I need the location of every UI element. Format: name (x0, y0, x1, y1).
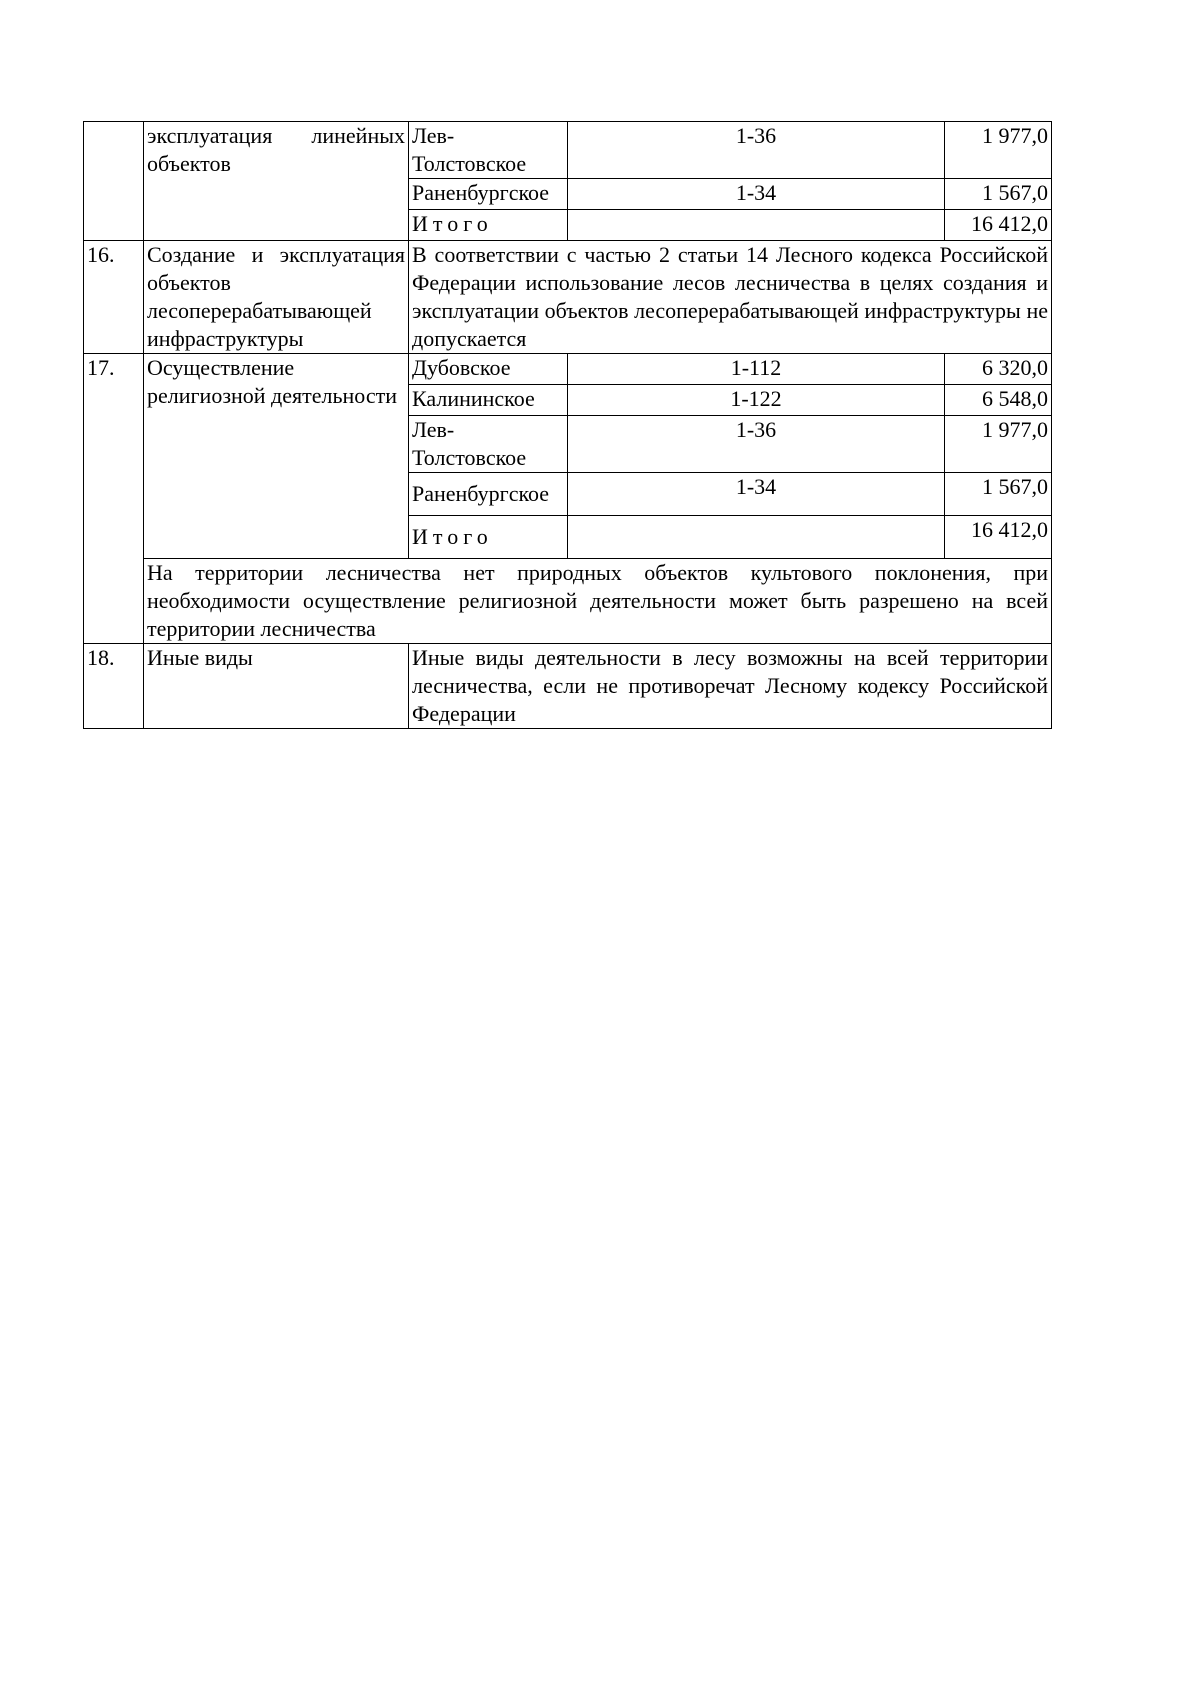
total-label-cell: Итого (409, 516, 568, 559)
use-type-cell: Осуществление религиозной деятельности (144, 354, 409, 559)
row-number-cell: 17. (84, 354, 144, 644)
table-row (84, 644, 1052, 729)
total-area-cell: 16 412,0 (945, 516, 1052, 559)
area-cell: 1 567,0 (945, 473, 1052, 516)
area-cell: 6 548,0 (945, 385, 1052, 416)
area-cell: 1 977,0 (945, 122, 1052, 179)
district-cell: Лев-Толстовское (409, 122, 568, 179)
quarters-cell (568, 516, 945, 559)
note-cell: На территории лесничества нет природных объектов культового поклонения, при необходимости осуществление религиозной деятельности может быть разрешено на всей территории лесничества (144, 559, 1052, 644)
district-cell: Калининское (409, 385, 568, 416)
total-label-cell: Итого (409, 210, 568, 241)
quarters-cell: 1-36 (568, 416, 945, 473)
table-row (84, 122, 1052, 179)
total-area-cell: 16 412,0 (945, 210, 1052, 241)
use-type-cell: Иные виды (144, 644, 409, 729)
district-cell: Лев-Толстовское (409, 416, 568, 473)
forest-use-table (83, 121, 1052, 729)
quarters-cell: 1-122 (568, 385, 945, 416)
area-cell: 1 567,0 (945, 179, 1052, 210)
row-number-cell: 18. (84, 644, 144, 729)
area-cell: 6 320,0 (945, 354, 1052, 385)
quarters-cell: 1-112 (568, 354, 945, 385)
row-number-cell (84, 122, 144, 241)
use-type-cell: Создание и эксплуатация объектов лесоперерабатывающей инфраструктуры (144, 241, 409, 354)
table-row (84, 354, 1052, 385)
district-cell: Раненбургское (409, 473, 568, 516)
district-cell: Раненбургское (409, 179, 568, 210)
row-number-cell: 16. (84, 241, 144, 354)
note-cell: Иные виды деятельности в лесу возможны на всей территории лесничества, если не противоречат Лесному кодексу Российской Федерации (409, 644, 1052, 729)
area-cell: 1 977,0 (945, 416, 1052, 473)
note-cell: В соответствии с частью 2 статьи 14 Лесного кодекса Российской Федерации использование лесов лесничества в целях создания и эксплуатации объектов лесоперерабатывающей инфраструктуры не допускается (409, 241, 1052, 354)
use-type-cell: эксплуатация линейных объектов (144, 122, 409, 241)
quarters-cell (568, 210, 945, 241)
district-cell: Дубовское (409, 354, 568, 385)
quarters-cell: 1-34 (568, 473, 945, 516)
quarters-cell: 1-34 (568, 179, 945, 210)
table-row-note (84, 559, 1052, 644)
quarters-cell: 1-36 (568, 122, 945, 179)
table-row (84, 241, 1052, 354)
